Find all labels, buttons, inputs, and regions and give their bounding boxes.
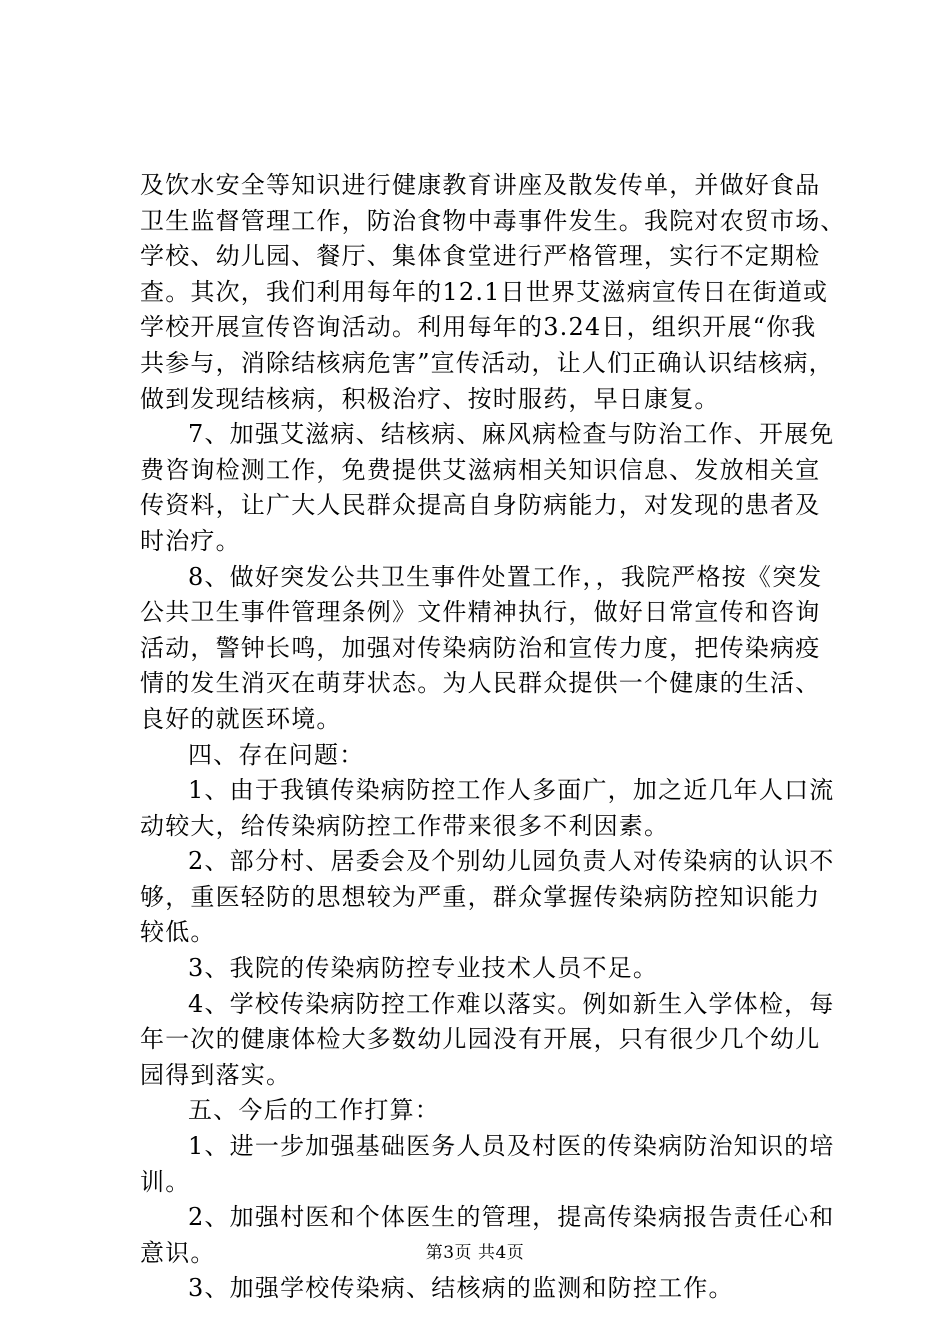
text-line: 公共卫生事件管理条例》文件精神执行，做好日常宣传和咨询 [140,598,821,627]
plan-item-3: 3、加强学校传染病、结核病的监测和防控工作。 [188,1274,734,1303]
text-line: 训。 [140,1167,191,1196]
section-heading-plans: 五、今后的工作打算： [188,1096,440,1125]
paragraph-7-first-line: 7、加强艾滋病、结核病、麻风病检查与防治工作、开展免 [188,420,835,449]
text-line: 共参与，消除结核病危害”宣传活动，让人们正确认识结核病， [140,348,834,377]
text-line: 活动，警钟长鸣，加强对传染病防治和宣传力度，把传染病疫 [140,633,821,662]
document-body [140,168,846,1307]
problem-item-1: 1、由于我镇传染病防控工作人多面广，加之近几年人口流 [188,776,835,805]
text-line: 学校、幼儿园、餐厅、集体食堂进行严格管理，实行不定期检 [140,242,821,271]
page-number-footer: 第3页 共4页 [425,1243,525,1263]
text-line: 良好的就医环境。 [140,704,342,733]
text-line: 动较大，给传染病防控工作带来很多不利因素。 [140,811,670,840]
text-line: 做到发现结核病，积极治疗、按时服药，早日康复。 [140,384,720,413]
text-line: 园得到落实。 [140,1060,292,1089]
paragraph-8-first-line: 8、做好突发公共卫生事件处置工作，，我院严格按《突发 [188,562,823,591]
section-heading-problems: 四、存在问题： [188,740,365,769]
text-line: 传资料，让广大人民群众提高自身防病能力，对发现的患者及 [140,491,821,520]
text-line: 学校开展宣传咨询活动。利用每年的3.24日，组织开展“你我 [140,313,817,342]
text-line: 查。其次，我们利用每年的12.1日世界艾滋病宣传日在街道或 [140,277,829,306]
text-line: 及饮水安全等知识进行健康教育讲座及散发传单，并做好食品 [140,171,821,199]
text-line: 较低。 [140,918,216,947]
problem-item-3: 3、我院的传染病防控专业技术人员不足。 [188,954,659,983]
text-line: 卫生监督管理工作，防治食物中毒事件发生。我院对农贸市场、 [140,206,846,235]
problem-item-4: 4、学校传染病防控工作难以落实。例如新生入学体检，每 [188,989,835,1018]
text-line: 时治疗。 [140,526,241,555]
plan-item-2: 2、加强村医和个体医生的管理，提高传染病报告责任心和 [188,1203,835,1232]
text-line: 费咨询检测工作，免费提供艾滋病相关知识信息、发放相关宣 [140,455,821,484]
text-line: 够，重医轻防的思想较为严重，群众掌握传染病防控知识能力 [140,882,821,911]
text-line: 意识。 [140,1238,216,1267]
text-line: 年一次的健康体检大多数幼儿园没有开展，只有很少几个幼儿 [140,1025,821,1054]
text-line: 情的发生消灭在萌芽状态。为人民群众提供一个健康的生活、 [140,669,821,698]
plan-item-1: 1、进一步加强基础医务人员及村医的传染病防治知识的培 [188,1132,835,1161]
problem-item-2: 2、部分村、居委会及个别幼儿园负责人对传染病的认识不 [188,847,835,876]
